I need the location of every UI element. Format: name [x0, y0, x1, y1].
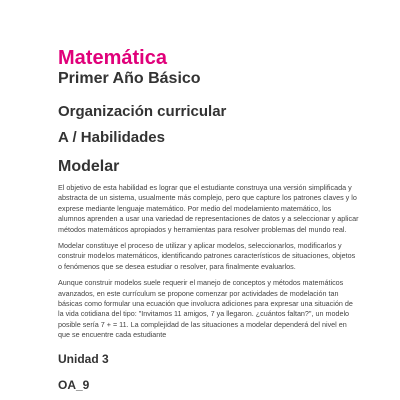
skill-heading: Modelar [58, 158, 120, 175]
grade-subtitle: Primer Año Básico [58, 70, 201, 87]
skills-heading: A / Habilidades [58, 129, 165, 146]
paragraph-definition: Modelar constituye el proceso de utilizar y aplicar modelos, seleccionarlos, modificarlos y construir modelos matemáticos, identificando patrones característicos de situaciones, objetos o fenómenos que se desea estudiar o resolver, para finalmente evaluarlos. [58, 241, 356, 271]
subject-title: Matemática [58, 47, 167, 69]
paragraph-objective: El objetivo de esta habilidad es lograr que el estudiante construya una versión simplificada y abstracta de un sistema, usualmente más complejo, pero que capture los patrones claves y lo exprese mediante lenguaje matemático. Por medio del modelamiento matemático, los alumnos aprenden a usar una variedad de representaciones de datos y a seleccionar y aplicar métodos matemáticos apropiados y herramientas para resolver problemas del mundo real. [58, 183, 359, 234]
objective-code: OA_9 [58, 377, 90, 392]
organization-heading: Organización curricular [58, 103, 227, 120]
paragraph-example: Aunque construir modelos suele requerir el manejo de conceptos y métodos matemáticos avanzados, en este currículum se propone comenzar por actividades de modelación tan básicas como formular una ecuación que involucra adiciones para expresar una situación de la vida cotidiana del tipo: "Invitamos 11 amigos, 7 ya llegaron. ¿cuántos faltan?", un modelo posible sería 7 + = 11. La complejidad de las situaciones a modelar dependerá del nivel en que se encuentre cada estudiante [58, 278, 353, 340]
unit-heading: Unidad 3 [58, 351, 109, 366]
